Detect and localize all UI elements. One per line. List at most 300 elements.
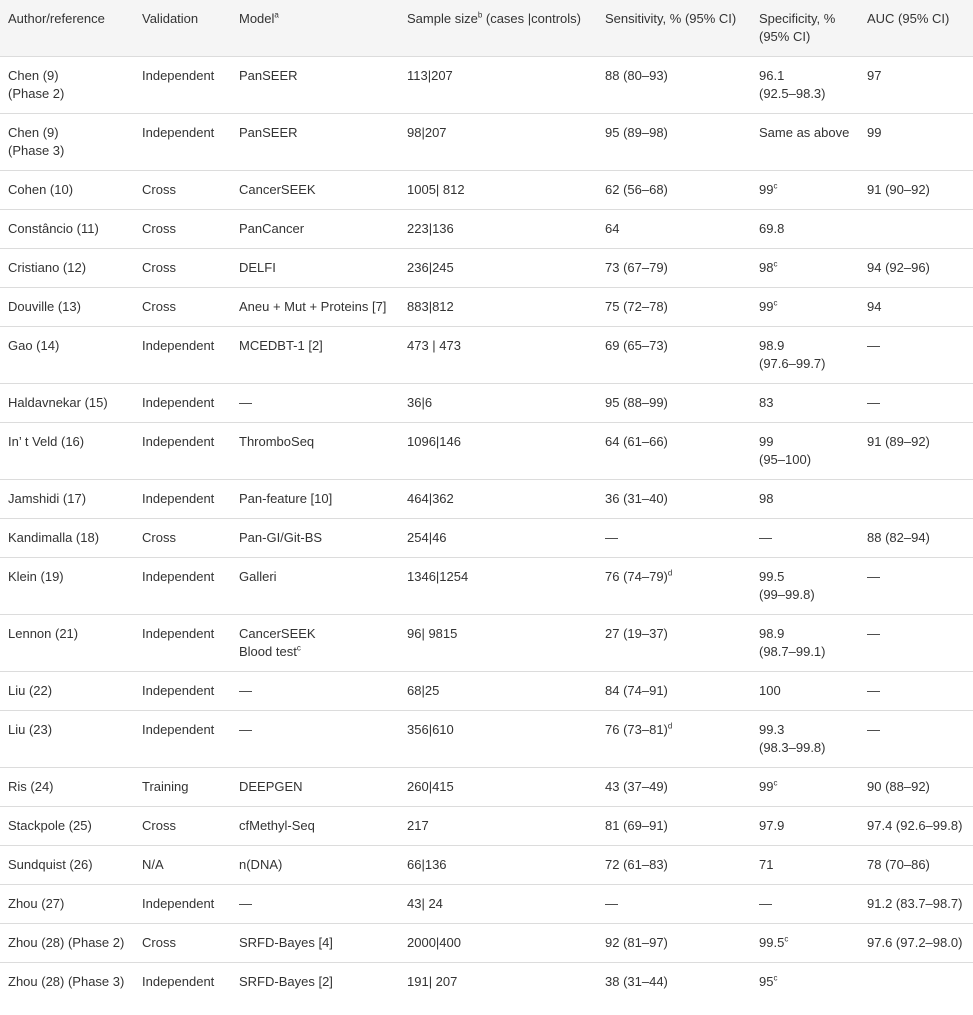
cell-auc <box>859 558 973 615</box>
cell-specificity <box>751 384 859 423</box>
cell-model-text: CancerSEEK <box>239 182 316 197</box>
cell-validation-text: Cross <box>142 935 176 950</box>
cell-specificity-text: 98 <box>759 260 774 275</box>
cell-validation <box>134 327 231 384</box>
cell-auc <box>859 384 973 423</box>
table-body <box>0 57 973 1002</box>
cell-specificity <box>751 672 859 711</box>
cell-specificity <box>751 288 859 327</box>
table-row <box>0 171 973 210</box>
cell-validation <box>134 57 231 114</box>
cell-specificity-text: 99.5 <box>759 935 785 950</box>
cell-sensitivity <box>597 423 751 480</box>
cell-model-text: ThromboSeq <box>239 434 315 449</box>
cell-sensitivity <box>597 114 751 171</box>
cell-author <box>0 519 134 558</box>
cell-sensitivity <box>597 249 751 288</box>
cell-sensitivity <box>597 171 751 210</box>
cell-author <box>0 288 134 327</box>
cell-model <box>231 327 399 384</box>
cell-author <box>0 924 134 963</box>
cell-author-text: Chen (9) (Phase 3) <box>8 125 65 158</box>
table-row <box>0 963 973 1002</box>
cell-sample-size-text: 260|415 <box>407 779 454 794</box>
cell-auc-text: 91.2 (83.7–98.7) <box>867 896 963 911</box>
cell-sensitivity <box>597 519 751 558</box>
cell-specificity-text: 95 <box>759 974 774 989</box>
cell-sensitivity <box>597 615 751 672</box>
cell-model <box>231 558 399 615</box>
cell-sample-size <box>399 711 597 768</box>
cell-sensitivity-text: 73 (67–79) <box>605 260 668 275</box>
cell-model <box>231 210 399 249</box>
cell-auc <box>859 519 973 558</box>
cell-specificity <box>751 615 859 672</box>
cell-sample-size-text: 236|245 <box>407 260 454 275</box>
cell-author <box>0 480 134 519</box>
cell-auc <box>859 249 973 288</box>
cell-specificity-text: 99 <box>759 182 774 197</box>
cell-sample-size <box>399 963 597 1002</box>
cell-specificity <box>751 423 859 480</box>
cell-specificity-text: 83 <box>759 395 774 410</box>
cell-auc <box>859 210 973 249</box>
cell-auc <box>859 846 973 885</box>
table-row <box>0 327 973 384</box>
cell-author <box>0 423 134 480</box>
table-row <box>0 885 973 924</box>
footnote-marker: d <box>667 568 673 578</box>
cell-author-text: Zhou (28) (Phase 2) <box>8 935 125 950</box>
cell-sensitivity-text: 95 (88–99) <box>605 395 668 410</box>
cell-validation <box>134 963 231 1002</box>
table-row <box>0 558 973 615</box>
cell-author <box>0 114 134 171</box>
cell-model-text: DEEPGEN <box>239 779 303 794</box>
cell-auc-text: 91 (89–92) <box>867 434 930 449</box>
cell-sample-size <box>399 768 597 807</box>
footnote-marker: a <box>274 10 279 20</box>
table-row <box>0 57 973 114</box>
cell-sensitivity-text: 92 (81–97) <box>605 935 668 950</box>
cell-specificity-text: — <box>759 896 772 911</box>
cell-auc <box>859 114 973 171</box>
cell-sample-size-text: 356|610 <box>407 722 454 737</box>
cell-specificity <box>751 558 859 615</box>
cell-model-text: — <box>239 395 252 410</box>
cell-model-text: n(DNA) <box>239 857 283 872</box>
cell-sensitivity <box>597 711 751 768</box>
cell-sensitivity <box>597 558 751 615</box>
cell-model-text: cfMethyl-Seq <box>239 818 315 833</box>
cell-auc-text: 88 (82–94) <box>867 530 930 545</box>
cell-sample-size-text: 43| 24 <box>407 896 443 911</box>
cell-sample-size <box>399 615 597 672</box>
cell-sensitivity-text: 72 (61–83) <box>605 857 668 872</box>
table-row <box>0 423 973 480</box>
cell-author-text: Kandimalla (18) <box>8 530 100 545</box>
cell-specificity-text: 96.1 (92.5–98.3) <box>759 68 826 101</box>
cell-validation-text: Cross <box>142 818 176 833</box>
cell-author <box>0 807 134 846</box>
cell-sample-size <box>399 885 597 924</box>
cell-validation-text: Independent <box>142 125 215 140</box>
cell-sample-size-text: 1096|146 <box>407 434 461 449</box>
cell-auc <box>859 480 973 519</box>
cell-validation-text: Independent <box>142 569 215 584</box>
cell-sample-size-text: 2000|400 <box>407 935 461 950</box>
footnote-marker: c <box>773 298 778 308</box>
cell-sample-size-text: 96| 9815 <box>407 626 458 641</box>
cell-sensitivity-text: 81 (69–91) <box>605 818 668 833</box>
cell-auc-text: 94 <box>867 299 882 314</box>
cell-sensitivity <box>597 384 751 423</box>
cell-auc <box>859 711 973 768</box>
cell-specificity-text: 99 <box>759 299 774 314</box>
cell-specificity <box>751 171 859 210</box>
cell-model-text: PanCancer <box>239 221 305 236</box>
cell-sensitivity-text: 88 (80–93) <box>605 68 668 83</box>
cell-auc <box>859 288 973 327</box>
cell-sensitivity-text: 64 (61–66) <box>605 434 668 449</box>
cell-sensitivity <box>597 288 751 327</box>
cell-sensitivity-text: 76 (73–81) <box>605 722 668 737</box>
cell-validation <box>134 249 231 288</box>
cell-model <box>231 171 399 210</box>
cell-specificity <box>751 519 859 558</box>
cell-validation-text: Cross <box>142 221 176 236</box>
cell-auc <box>859 963 973 1002</box>
cell-model-text: Galleri <box>239 569 277 584</box>
cell-model-text: Pan-feature [10] <box>239 491 333 506</box>
cell-specificity <box>751 885 859 924</box>
cell-sensitivity <box>597 807 751 846</box>
table-row <box>0 480 973 519</box>
cell-sensitivity <box>597 768 751 807</box>
cell-author <box>0 384 134 423</box>
cell-model-text: — <box>239 722 252 737</box>
cell-validation-text: Cross <box>142 299 176 314</box>
cell-sample-size <box>399 846 597 885</box>
cell-specificity-text: 99.5 (99–99.8) <box>759 569 815 602</box>
cell-author <box>0 885 134 924</box>
table-row <box>0 114 973 171</box>
cell-author-text: Chen (9) (Phase 2) <box>8 68 65 101</box>
cell-sensitivity-text: 75 (72–78) <box>605 299 668 314</box>
cell-author-text: In’ t Veld (16) <box>8 434 85 449</box>
cell-validation-text: N/A <box>142 857 164 872</box>
cell-specificity <box>751 480 859 519</box>
cell-sensitivity-text: — <box>605 530 618 545</box>
cell-validation-text: Independent <box>142 626 215 641</box>
cell-validation <box>134 558 231 615</box>
cell-auc-text: 97 <box>867 68 882 83</box>
cell-validation-text: Cross <box>142 530 176 545</box>
cell-specificity-text: 98 <box>759 491 774 506</box>
cell-auc <box>859 672 973 711</box>
header-sensitivity: Sensitivity, % (95% CI) <box>597 0 751 57</box>
cell-author <box>0 57 134 114</box>
cell-author <box>0 558 134 615</box>
cell-sample-size <box>399 57 597 114</box>
table-row <box>0 384 973 423</box>
footnote-marker: c <box>773 181 778 191</box>
cell-sample-size <box>399 249 597 288</box>
cell-author-text: Liu (22) <box>8 683 53 698</box>
header-row <box>0 0 973 57</box>
cell-author <box>0 711 134 768</box>
cell-validation <box>134 711 231 768</box>
table-row <box>0 711 973 768</box>
cell-author <box>0 615 134 672</box>
cell-validation-text: Independent <box>142 896 215 911</box>
cell-auc <box>859 615 973 672</box>
cell-author-text: Jamshidi (17) <box>8 491 87 506</box>
footnote-marker: c <box>296 643 301 653</box>
cell-auc <box>859 885 973 924</box>
cell-sensitivity-text: 36 (31–40) <box>605 491 668 506</box>
cell-specificity-text: 98.9 (97.6–99.7) <box>759 338 826 371</box>
cell-sensitivity <box>597 57 751 114</box>
cell-sensitivity-text: 76 (74–79) <box>605 569 668 584</box>
cell-validation <box>134 519 231 558</box>
cell-specificity-text: 99 <box>759 779 774 794</box>
cell-sensitivity-text: 69 (65–73) <box>605 338 668 353</box>
header-specificity: Specificity, % (95% CI) <box>751 0 859 57</box>
cell-sample-size-text: 254|46 <box>407 530 447 545</box>
table-row <box>0 519 973 558</box>
cell-specificity <box>751 114 859 171</box>
cell-model-text: PanSEER <box>239 125 298 140</box>
cell-model-text: PanSEER <box>239 68 298 83</box>
cell-auc-text: — <box>867 683 880 698</box>
cell-specificity <box>751 210 859 249</box>
cell-author <box>0 846 134 885</box>
table-row <box>0 807 973 846</box>
cell-author <box>0 672 134 711</box>
cell-auc <box>859 327 973 384</box>
cell-sample-size-text: 1346|1254 <box>407 569 469 584</box>
cell-sample-size-text: 68|25 <box>407 683 440 698</box>
cell-specificity <box>751 249 859 288</box>
cell-sample-size <box>399 288 597 327</box>
cell-validation-text: Cross <box>142 260 176 275</box>
table-row <box>0 672 973 711</box>
cell-validation <box>134 885 231 924</box>
cell-specificity <box>751 846 859 885</box>
table-row <box>0 288 973 327</box>
cell-author <box>0 327 134 384</box>
cell-sensitivity-text: 64 <box>605 221 620 236</box>
cell-model <box>231 615 399 672</box>
footnote-marker: c <box>784 934 789 944</box>
cell-sample-size <box>399 519 597 558</box>
cell-auc <box>859 807 973 846</box>
table-row <box>0 846 973 885</box>
cell-model <box>231 249 399 288</box>
cell-specificity-text: 99 (95–100) <box>759 434 812 467</box>
cell-model-text: Aneu + Mut + Proteins [7] <box>239 299 387 314</box>
cell-author-text: Constâncio (11) <box>8 221 99 236</box>
table-header <box>0 0 973 57</box>
footnote-marker: c <box>773 778 778 788</box>
cell-auc-text: 97.6 (97.2–98.0) <box>867 935 963 950</box>
cell-validation-text: Independent <box>142 722 215 737</box>
cell-sample-size <box>399 807 597 846</box>
cell-auc-text: 91 (90–92) <box>867 182 930 197</box>
cell-model <box>231 480 399 519</box>
cell-validation <box>134 672 231 711</box>
cell-sample-size-text: 464|362 <box>407 491 454 506</box>
cell-author-text: Sundquist (26) <box>8 857 93 872</box>
cell-sample-size-text: 113|207 <box>407 68 453 83</box>
cell-auc <box>859 171 973 210</box>
cell-sensitivity-text: 43 (37–49) <box>605 779 668 794</box>
cell-validation-text: Independent <box>142 434 215 449</box>
cell-author <box>0 171 134 210</box>
cell-sensitivity-text: 27 (19–37) <box>605 626 668 641</box>
cell-sample-size-text: 473 | 473 <box>407 338 461 353</box>
cell-specificity-text: Same as above <box>759 125 850 140</box>
cell-model <box>231 519 399 558</box>
cell-author-text: Cohen (10) <box>8 182 74 197</box>
cell-sample-size <box>399 171 597 210</box>
cell-specificity-text: 98.9 (98.7–99.1) <box>759 626 826 659</box>
footnote-marker: b <box>477 10 483 20</box>
cell-author <box>0 768 134 807</box>
cell-validation <box>134 114 231 171</box>
cell-model <box>231 963 399 1002</box>
cell-validation <box>134 480 231 519</box>
cell-author-text: Liu (23) <box>8 722 53 737</box>
cell-author-text: Klein (19) <box>8 569 64 584</box>
cell-auc <box>859 768 973 807</box>
cell-auc-text: 90 (88–92) <box>867 779 930 794</box>
cell-model <box>231 768 399 807</box>
cell-author-text: Cristiano (12) <box>8 260 87 275</box>
cell-specificity <box>751 807 859 846</box>
cell-model <box>231 57 399 114</box>
cell-model-text: SRFD-Bayes [2] <box>239 974 333 989</box>
cell-validation <box>134 924 231 963</box>
cell-model <box>231 924 399 963</box>
cell-sample-size <box>399 327 597 384</box>
cell-model <box>231 807 399 846</box>
cell-model <box>231 423 399 480</box>
cell-validation <box>134 171 231 210</box>
cell-author <box>0 963 134 1002</box>
cell-auc-text: — <box>867 722 880 737</box>
cell-sensitivity <box>597 846 751 885</box>
cell-validation-text: Independent <box>142 395 215 410</box>
cell-auc-text: — <box>867 569 880 584</box>
cell-model <box>231 288 399 327</box>
cell-specificity <box>751 963 859 1002</box>
cell-author-text: Zhou (27) <box>8 896 65 911</box>
cell-validation <box>134 288 231 327</box>
cell-validation-text: Independent <box>142 338 215 353</box>
cell-sample-size-text: 1005| 812 <box>407 182 465 197</box>
cell-sample-size <box>399 480 597 519</box>
cell-validation-text: Independent <box>142 974 215 989</box>
header-auc: AUC (95% CI) <box>859 0 973 57</box>
cell-model-text: SRFD-Bayes [4] <box>239 935 333 950</box>
cell-author-text: Gao (14) <box>8 338 60 353</box>
cell-model-text: Pan-GI/Git-BS <box>239 530 323 545</box>
cell-sensitivity <box>597 327 751 384</box>
cell-validation <box>134 210 231 249</box>
cell-sensitivity-text: 95 (89–98) <box>605 125 668 140</box>
cell-auc <box>859 57 973 114</box>
cell-validation <box>134 615 231 672</box>
cell-author <box>0 249 134 288</box>
cell-sensitivity-text: 38 (31–44) <box>605 974 668 989</box>
cell-specificity <box>751 768 859 807</box>
cell-validation-text: Independent <box>142 68 215 83</box>
cell-author-text: Haldavnekar (15) <box>8 395 108 410</box>
cell-sample-size-text: 223|136 <box>407 221 454 236</box>
table-row <box>0 249 973 288</box>
cell-model-text: CancerSEEK Blood test <box>239 626 316 659</box>
cell-sample-size <box>399 210 597 249</box>
footnote-marker: c <box>773 259 778 269</box>
cell-sample-size <box>399 672 597 711</box>
cell-sample-size-text: 883|812 <box>407 299 454 314</box>
table-row <box>0 615 973 672</box>
cell-validation-text: Independent <box>142 683 215 698</box>
cell-model-text: DELFI <box>239 260 276 275</box>
cell-auc-text: 97.4 (92.6–99.8) <box>867 818 963 833</box>
cell-specificity <box>751 57 859 114</box>
cell-sensitivity <box>597 672 751 711</box>
cell-auc-text: 94 (92–96) <box>867 260 930 275</box>
cell-author-text: Douville (13) <box>8 299 81 314</box>
cell-auc-text: 78 (70–86) <box>867 857 930 872</box>
cell-specificity-text: 100 <box>759 683 781 698</box>
cell-author-text: Ris (24) <box>8 779 54 794</box>
cell-sensitivity <box>597 924 751 963</box>
cell-validation-text: Training <box>142 779 189 794</box>
cell-validation <box>134 846 231 885</box>
cell-validation <box>134 423 231 480</box>
cell-author-text: Stackpole (25) <box>8 818 92 833</box>
cell-model <box>231 672 399 711</box>
cell-model <box>231 384 399 423</box>
cell-auc-text: — <box>867 338 880 353</box>
cell-sample-size-text: 191| 207 <box>407 974 458 989</box>
cell-auc <box>859 924 973 963</box>
cell-model <box>231 114 399 171</box>
cell-model <box>231 846 399 885</box>
cell-validation <box>134 807 231 846</box>
cell-model-text: MCEDBT-1 [2] <box>239 338 323 353</box>
table-row <box>0 210 973 249</box>
cell-sample-size <box>399 384 597 423</box>
cell-sample-size <box>399 924 597 963</box>
cell-sample-size-text: 98|207 <box>407 125 447 140</box>
cell-sample-size <box>399 558 597 615</box>
cell-author-text: Zhou (28) (Phase 3) <box>8 974 125 989</box>
cell-model <box>231 885 399 924</box>
cell-specificity-text: — <box>759 530 772 545</box>
cell-specificity-text: 97.9 <box>759 818 785 833</box>
cell-auc <box>859 423 973 480</box>
header-sample-size: Sample size$^b$ (cases |controls) <box>399 0 597 57</box>
header-validation: Validation <box>134 0 231 57</box>
cell-sample-size <box>399 423 597 480</box>
table-row <box>0 768 973 807</box>
cell-sensitivity <box>597 885 751 924</box>
